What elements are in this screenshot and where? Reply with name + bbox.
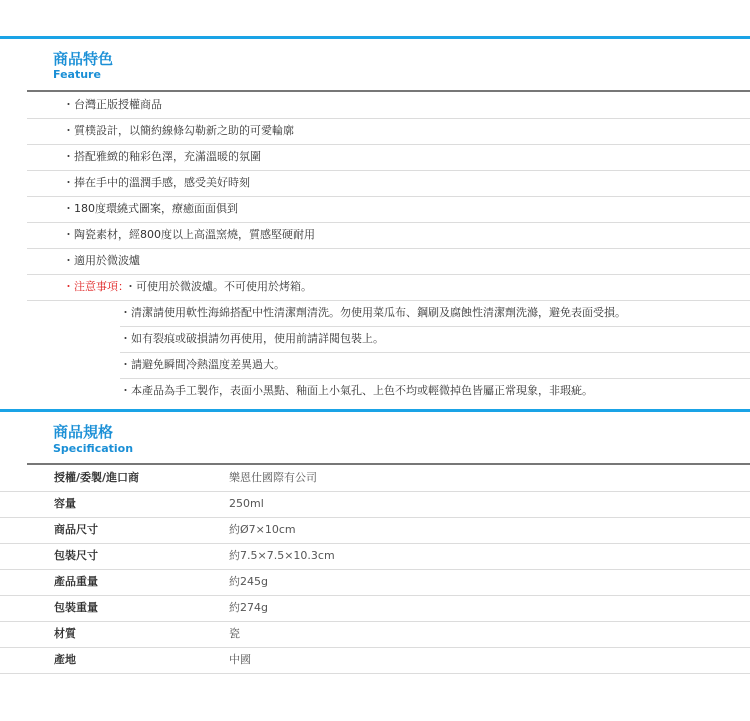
spec-value: 250ml	[229, 497, 264, 510]
spec-key: 產品重量	[54, 575, 98, 588]
spec-key: 授權/委製/進口商	[54, 471, 140, 484]
feature-title: 商品特色	[53, 50, 114, 68]
spec-value: 約7.5×7.5×10.3cm	[229, 549, 335, 562]
list-item: ・ 捧在手中的溫潤手感，感受美好時刻	[27, 170, 750, 197]
table-row	[0, 621, 750, 648]
feature-subtitle: Feature	[53, 68, 101, 81]
table-row	[0, 517, 750, 544]
list-item: ・ 台灣正版授權商品	[27, 92, 750, 119]
spec-key: 容量	[54, 497, 76, 510]
spec-value: 樂恩仕國際有公司	[229, 471, 317, 484]
table-row	[0, 569, 750, 596]
spec-value: 瓷	[229, 627, 240, 640]
spec-key: 包裝重量	[54, 601, 98, 614]
spec-top-rule	[0, 409, 750, 412]
list-item: ・ 質樸設計，以簡約線條勾勒新之助的可愛輪廓	[27, 118, 750, 145]
list-item: ・ 適用於微波爐	[27, 248, 750, 275]
note-label: ・ 注意事項：	[63, 274, 129, 300]
table-row	[0, 491, 750, 518]
note-first: ・ 可使用於微波爐。不可使用於烤箱。	[125, 274, 312, 300]
spec-value: 約274g	[229, 601, 268, 614]
spec-key: 產地	[54, 653, 76, 666]
feature-top-rule	[0, 36, 750, 39]
spec-value: 中國	[229, 653, 251, 666]
note-item: ・ 本產品為手工製作，表面小黑點、釉面上小氣孔、上色不均或輕微掉色皆屬正常現象，非瑕疵。	[120, 378, 750, 404]
note-item: ・ 清潔請使用軟性海綿搭配中性清潔劑清洗。勿使用菜瓜布、鋼刷及腐蝕性清潔劑洗滌，避免表面受損。	[120, 300, 750, 327]
spec-key: 商品尺寸	[54, 523, 98, 536]
list-item: ・ 180度環繞式圖案，療癒面面俱到	[27, 196, 750, 223]
table-row	[0, 465, 750, 492]
spec-title: 商品規格	[53, 423, 114, 441]
note-row	[27, 274, 750, 301]
spec-value: 約245g	[229, 575, 268, 588]
spec-key: 包裝尺寸	[54, 549, 98, 562]
spec-subtitle: Specification	[53, 442, 134, 455]
note-item: ・ 請避免瞬間冷熱溫度差異過大。	[120, 352, 750, 379]
table-row	[0, 595, 750, 622]
spec-value: 約Ø7×10cm	[229, 523, 296, 536]
note-item: ・ 如有裂痕或破損請勿再使用，使用前請詳閱包裝上。	[120, 326, 750, 353]
list-item: ・ 陶瓷素材，經800度以上高溫窯燒，質感堅硬耐用	[27, 222, 750, 249]
table-row	[0, 647, 750, 674]
spec-key: 材質	[54, 627, 76, 640]
table-row	[0, 543, 750, 570]
list-item: ・ 搭配雅緻的釉彩色澤，充滿溫暖的氛圍	[27, 144, 750, 171]
